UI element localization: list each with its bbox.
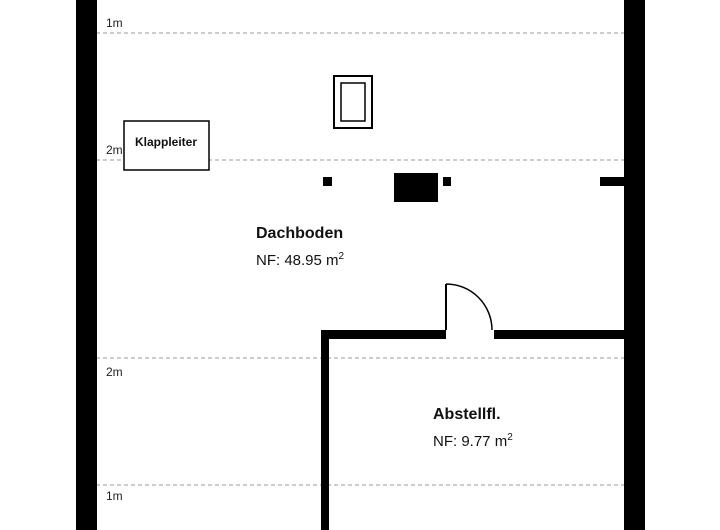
storage-wall-top-right: [494, 330, 624, 339]
door-swing-arc: [446, 284, 492, 330]
height-label-1m-top: 1m: [106, 16, 123, 30]
post-right: [443, 177, 451, 186]
storage-wall-left: [321, 330, 329, 530]
chimney: [394, 173, 438, 202]
skylight-outer: [334, 76, 372, 128]
storage-wall-top-left: [321, 330, 446, 339]
outer-wall-right: [624, 0, 645, 530]
wall-stub-right: [600, 177, 624, 186]
height-label-1m-bottom: 1m: [106, 489, 123, 503]
height-label-2m-bottom: 2m: [106, 365, 123, 379]
outer-wall-left: [76, 0, 97, 530]
room-name-dachboden: Dachboden: [256, 225, 344, 242]
folding-ladder-label: Klappleiter: [134, 135, 198, 149]
post-left: [323, 177, 332, 186]
room-area-abstellflaeche: NF: 9.77 $m^2$: [433, 432, 513, 450]
room-name-abstellflaeche: Abstellfl.: [433, 406, 501, 423]
height-label-2m-top: 2m: [106, 143, 123, 157]
room-area-dachboden: NF: 48.95 $m^2$: [256, 251, 345, 269]
